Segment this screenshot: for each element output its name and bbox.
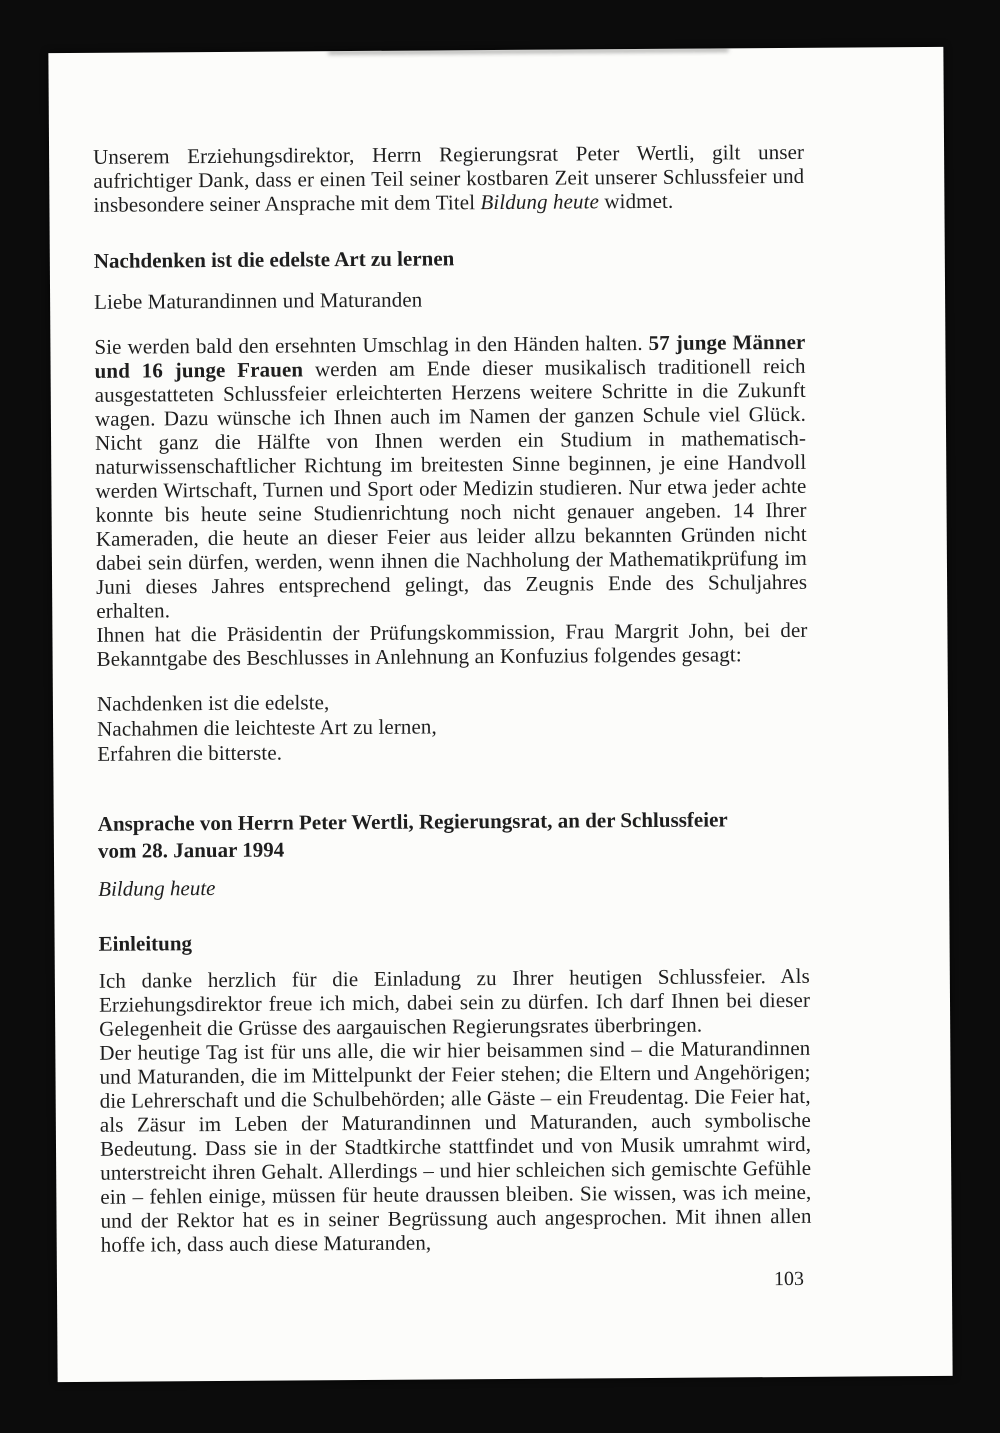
- speech-title-line2: vom 28. Januar 1994: [97, 837, 285, 863]
- salutation: Liebe Maturandinnen und Maturanden: [94, 287, 423, 314]
- intro-text-pre: Unserem Erziehungsdirektor, Herrn Regierungsrat Peter Wertli, gilt unser aufrichtiger Dank, dass er einen Teil seiner kostbaren Zeit unserer Schlussfeier und insbesondere seiner Ansprache mit dem Titel: [93, 139, 805, 217]
- quote-line-3: Erfahren die bitterste.: [97, 740, 283, 766]
- main-paragraph-bold-count: 57 junge Männer und 16 junge Frauen: [94, 329, 806, 383]
- intro-paragraph: [93, 140, 804, 217]
- speech-title: [98, 806, 809, 865]
- heading-nachdenken: Nachdenken ist die edelste Art zu lernen: [93, 246, 455, 273]
- quote-line-1: Nachdenken ist die edelste,: [96, 690, 330, 716]
- scanned-page: [48, 47, 952, 1382]
- kommission-paragraph: Ihnen hat die Präsidentin der Prüfungskommission, Frau Margrit John, bei der Bekanntgabe des Beschlusses in Anlehnung an Konfuzius folgendes gesagt:: [96, 617, 808, 671]
- intro-text-post: widmet.: [598, 188, 674, 214]
- page-number-row: [101, 1267, 812, 1296]
- intro-italic-title: Bildung heute: [480, 189, 600, 215]
- page-number: 103: [773, 1267, 805, 1291]
- page-content: [48, 47, 952, 1296]
- konfuzius-quote: [97, 687, 809, 767]
- main-paragraph-post: werden am Ende dieser musikalisch traditionell reich ausgestatteten Schlussfeier erleichterten Herzens weitere Schritte in die Zukunft wagen. Dazu wünsche ich Ihnen auch im Namen der ganzen Schule viel Glück. Nicht ganz die Hälfte von Ihnen werden ein Studium in mathematisch-naturwissenschaftlicher Richtung im breitesten Sinne beginnen, je eine Handvoll werden Wirtschaft, Turnen und Sport oder Medizin studieren. Nur etwa jeder achte konnte bis heute seine Studienrichtung noch nicht genauer angeben. 14 Ihrer Kameraden, die heute an dieser Feier aus leider allzu bekannten Gründen nicht dabei sein dürfen, werden, wenn ihnen die Nachholung der Mathematikprüfung im Juni dieses Jahres entsprechend gelingt, das Zeugnis Ende des Schuljahres erhalten.: [94, 353, 808, 623]
- speech-title-line1: Ansprache von Herrn Peter Wertli, Regierungsrat, an der Schlussfeier: [97, 807, 728, 836]
- main-paragraph-pre: Sie werden bald den ersehnten Umschlag in den Händen halten.: [94, 330, 649, 359]
- einleitung-paragraph-2: Der heutige Tag ist für uns alle, die wir hier beisammen sind – die Maturandinnen und Maturanden, die im Mittelpunkt der Feier stehen; die Eltern und Angehörigen; die Lehrerschaft und die Schulbehörden; alle Gäste – ein Freudentag. Die Feier hat, als Zäsur im Leben der Maturandinnen und Maturanden, auch symbolische Bedeutung. Dass sie in der Stadtkirche stattfindet und von Musik umrahmt wird, unterstreicht ihren Gehalt. Allerdings – und hier schleichen sich gemischte Gefühle ein – fehlen einige, müssen für heute draussen bleiben. Sie wissen, was ich meine, und der Rektor hat es in seiner Begrüssung auch angesprochen. Mit ihnen allen hoffe ich, dass auch diese Maturanden,: [99, 1035, 812, 1257]
- speech-subtitle: Bildung heute: [98, 875, 216, 901]
- main-paragraph: [94, 330, 807, 623]
- einleitung-paragraph-1: Ich danke herzlich für die Einladung zu Ihrer heutigen Schlussfeier. Als Erziehungsdirektor freue ich mich, dabei sein zu dürfen. Ich darf Ihnen bei dieser Gelegenheit die Grüsse des aargauischen Regierungsrates überbringen.: [98, 963, 811, 1041]
- heading-einleitung: Einleitung: [98, 931, 193, 956]
- quote-line-2: Nachahmen die leichteste Art zu lernen,: [97, 714, 437, 741]
